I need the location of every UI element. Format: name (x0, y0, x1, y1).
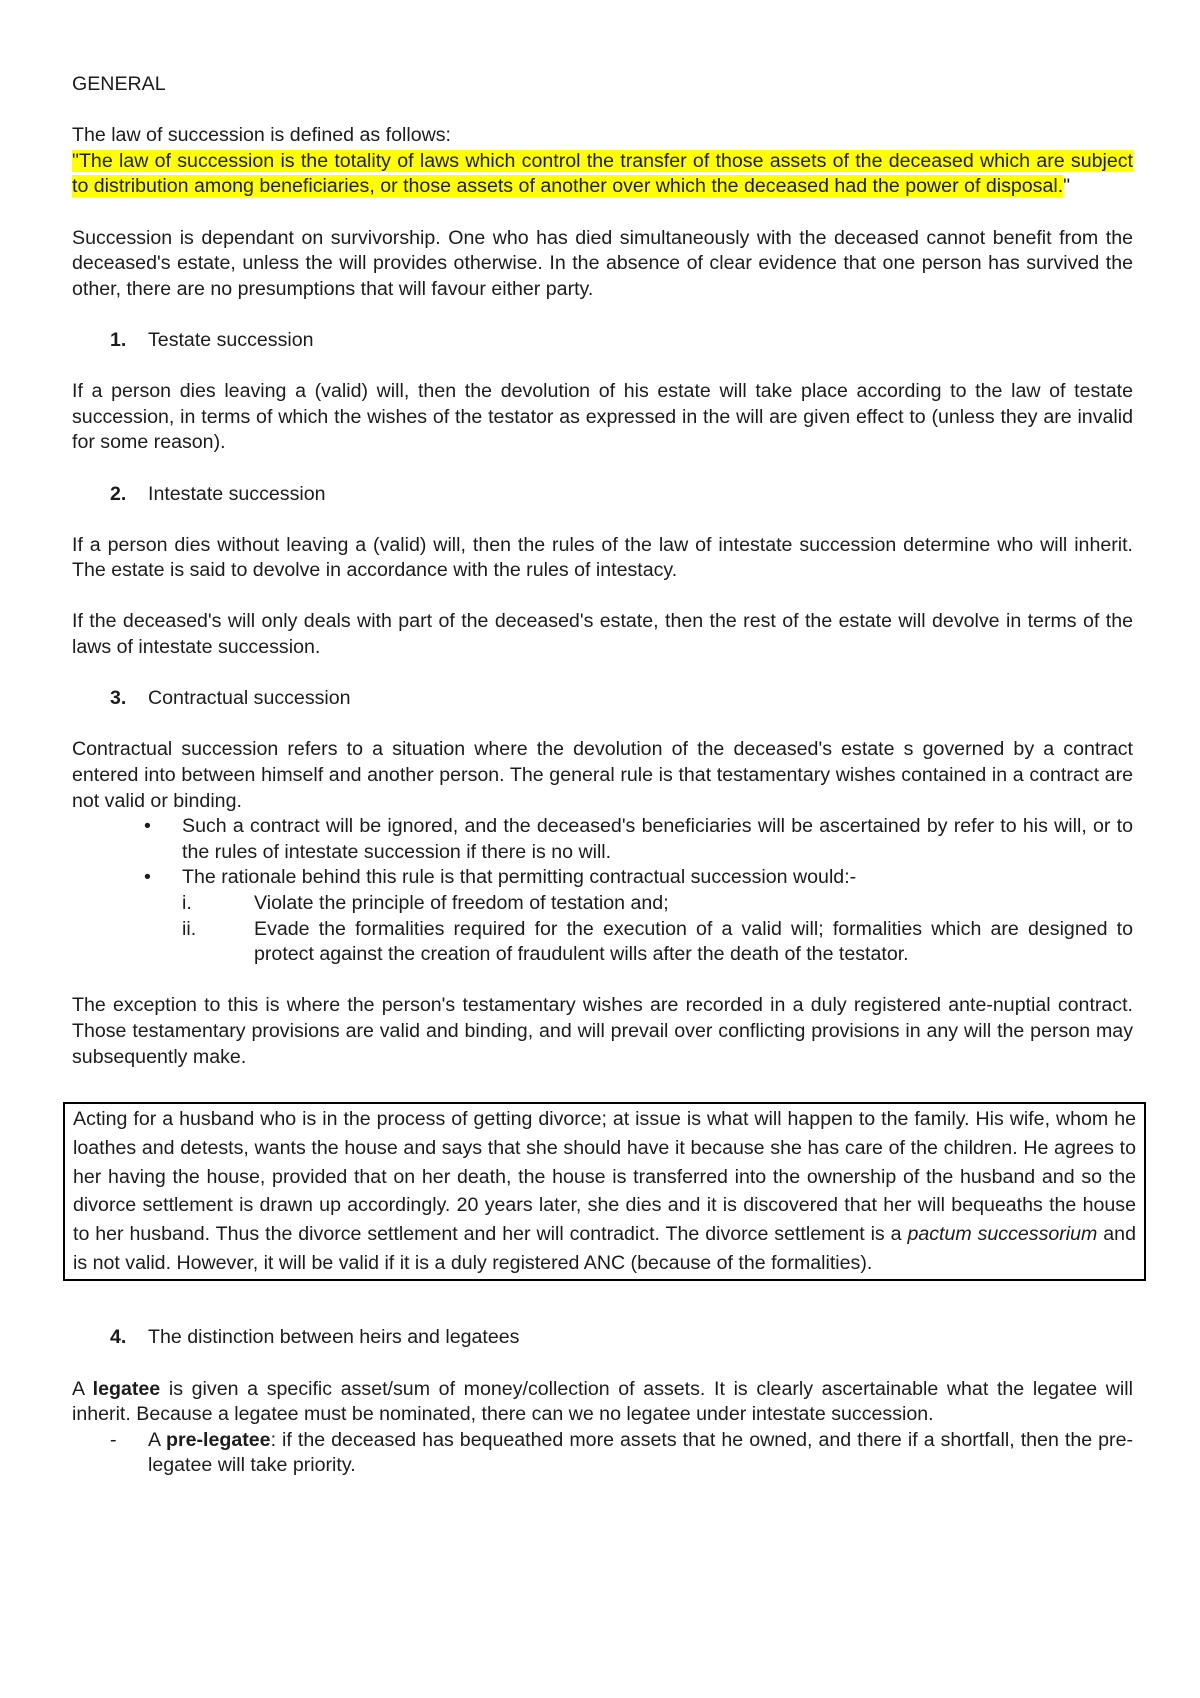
pre-legatee-text-post: : if the deceased has bequeathed more assets that he owned, and there if a shortfall, then the pre-legatee will take priority. (148, 1428, 1133, 1477)
example-text-part1: Acting for a husband who is in the process of getting divorce; at issue is what will happen to the family. His wife, whom he loathes and detests, wants the house and says that she should have it because she has care of the children. He agrees to her having the house, provided that on her death, the house is transferred into the ownership of the husband and so the divorce settlement is drawn up accordingly. 20 years later, she dies and it is discovered that her will bequeaths the house to her husband. Thus the divorce settlement and her will contradict. The divorce settlement is a (73, 1108, 1136, 1245)
legatee-text-pre: A (72, 1377, 93, 1400)
testate-paragraph: If a person dies leaving a (valid) will, then the devolution of his estate will take place according to the law of testate succession, in terms of which the wishes of the testator as expressed in the will are given effect to (unless they are invalid for some reason). (72, 380, 1133, 454)
example-italic-term: pactum successorium (907, 1222, 1098, 1245)
intestate-paragraph-2: If the deceased's will only deals with part of the deceased's estate, then the rest of the estate will devolve in terms of the laws of intestate succession. (72, 610, 1133, 659)
list-item (72, 891, 1133, 917)
section-title: Contractual succession (148, 687, 351, 710)
highlighted-definition: "The law of succession is the totality of laws which control the transfer of those assets of the deceased which are subject to distribution among beneficiaries, or those assets of another over which the deceased had the power of disposal. (72, 149, 1133, 198)
pre-legatee-term: pre-legatee (166, 1428, 271, 1451)
list-item (72, 814, 1133, 865)
roman-numeral: ii. (182, 917, 197, 940)
section-number: 2. (110, 482, 127, 505)
example-box (63, 1102, 1146, 1281)
bullet-icon: • (144, 866, 151, 889)
section-title: Intestate succession (148, 482, 326, 505)
list-item (72, 865, 1133, 891)
section-title: Testate succession (148, 328, 314, 351)
legatee-text-post: is given a specific asset/sum of money/collection of assets. It is clearly ascertainable what the legatee will inherit. Because a legatee must be nominated, there can we no legatee under intestate succession. (72, 1377, 1133, 1426)
survivorship-paragraph: Succession is dependant on survivorship. One who has died simultaneously with the deceased cannot benefit from the deceased's estate, unless the will provides otherwise. In the absence of clear evidence that one person has survived the other, there are no presumptions that will favour either party. (72, 226, 1133, 300)
roman-numeral: i. (182, 892, 192, 914)
page-title: GENERAL (72, 73, 166, 95)
exception-paragraph: The exception to this is where the person's testamentary wishes are recorded in a duly registered ante-nuptial contract. Those testamentary provisions are valid and binding, and will prevail over conflicting provisions in any will the person may subsequently make. (72, 994, 1133, 1068)
section-number: 4. (110, 1326, 127, 1349)
dash-marker: - (110, 1428, 117, 1451)
definition-close-quote: " (1063, 175, 1071, 198)
list-item (72, 917, 1133, 968)
contractual-bullet-list (72, 814, 1133, 891)
section-title: The distinction between heirs and legatees (148, 1326, 520, 1349)
legatee-paragraph (72, 1377, 1133, 1428)
pre-legatee-text (148, 1428, 1133, 1479)
bullet-text: Such a contract will be ignored, and the deceased's beneficiaries will be ascertained by refer to his will, or to the rules of intestate succession if there is no will. (182, 815, 1133, 863)
legatee-term: legatee (92, 1377, 161, 1400)
legatee-dash-list (72, 1428, 1133, 1479)
intro-line: The law of succession is defined as follows: (72, 124, 451, 147)
bullet-icon: • (144, 815, 151, 838)
list-item (72, 1428, 1133, 1479)
intestate-paragraph-1: If a person dies without leaving a (valid) will, then the rules of the law of intestate succession determine who will inherit. The estate is said to devolve in accordance with the rules of intestacy. (72, 533, 1133, 582)
contractual-paragraph: Contractual succession refers to a situation where the devolution of the deceased's estate s governed by a contract entered into between himself and another person. The general rule is that testamentary wishes contained in a contract are not valid or binding. (72, 738, 1133, 812)
roman-item-text: Evade the formalities required for the execution of a valid will; formalities which are designed to protect against the creation of fraudulent wills after the death of the testator. (254, 917, 1133, 966)
roman-item-text: Violate the principle of freedom of testation and; (254, 892, 669, 914)
section-number: 3. (110, 687, 127, 710)
rationale-roman-list (72, 891, 1133, 968)
section-heading-heirs-legatees (72, 1325, 1133, 1351)
definition-quote (72, 149, 1133, 200)
section-number: 1. (110, 328, 127, 351)
bullet-text: The rationale behind this rule is that permitting contractual succession would:- (182, 866, 857, 889)
section-heading-intestate (72, 482, 1133, 508)
pre-legatee-text-pre: A (148, 1428, 167, 1451)
section-heading-testate (72, 328, 1133, 354)
example-text-part2: and is not valid. However, it will be valid if it is a duly registered ANC (because of the formalities). (73, 1222, 1136, 1274)
section-heading-contractual (72, 686, 1133, 712)
